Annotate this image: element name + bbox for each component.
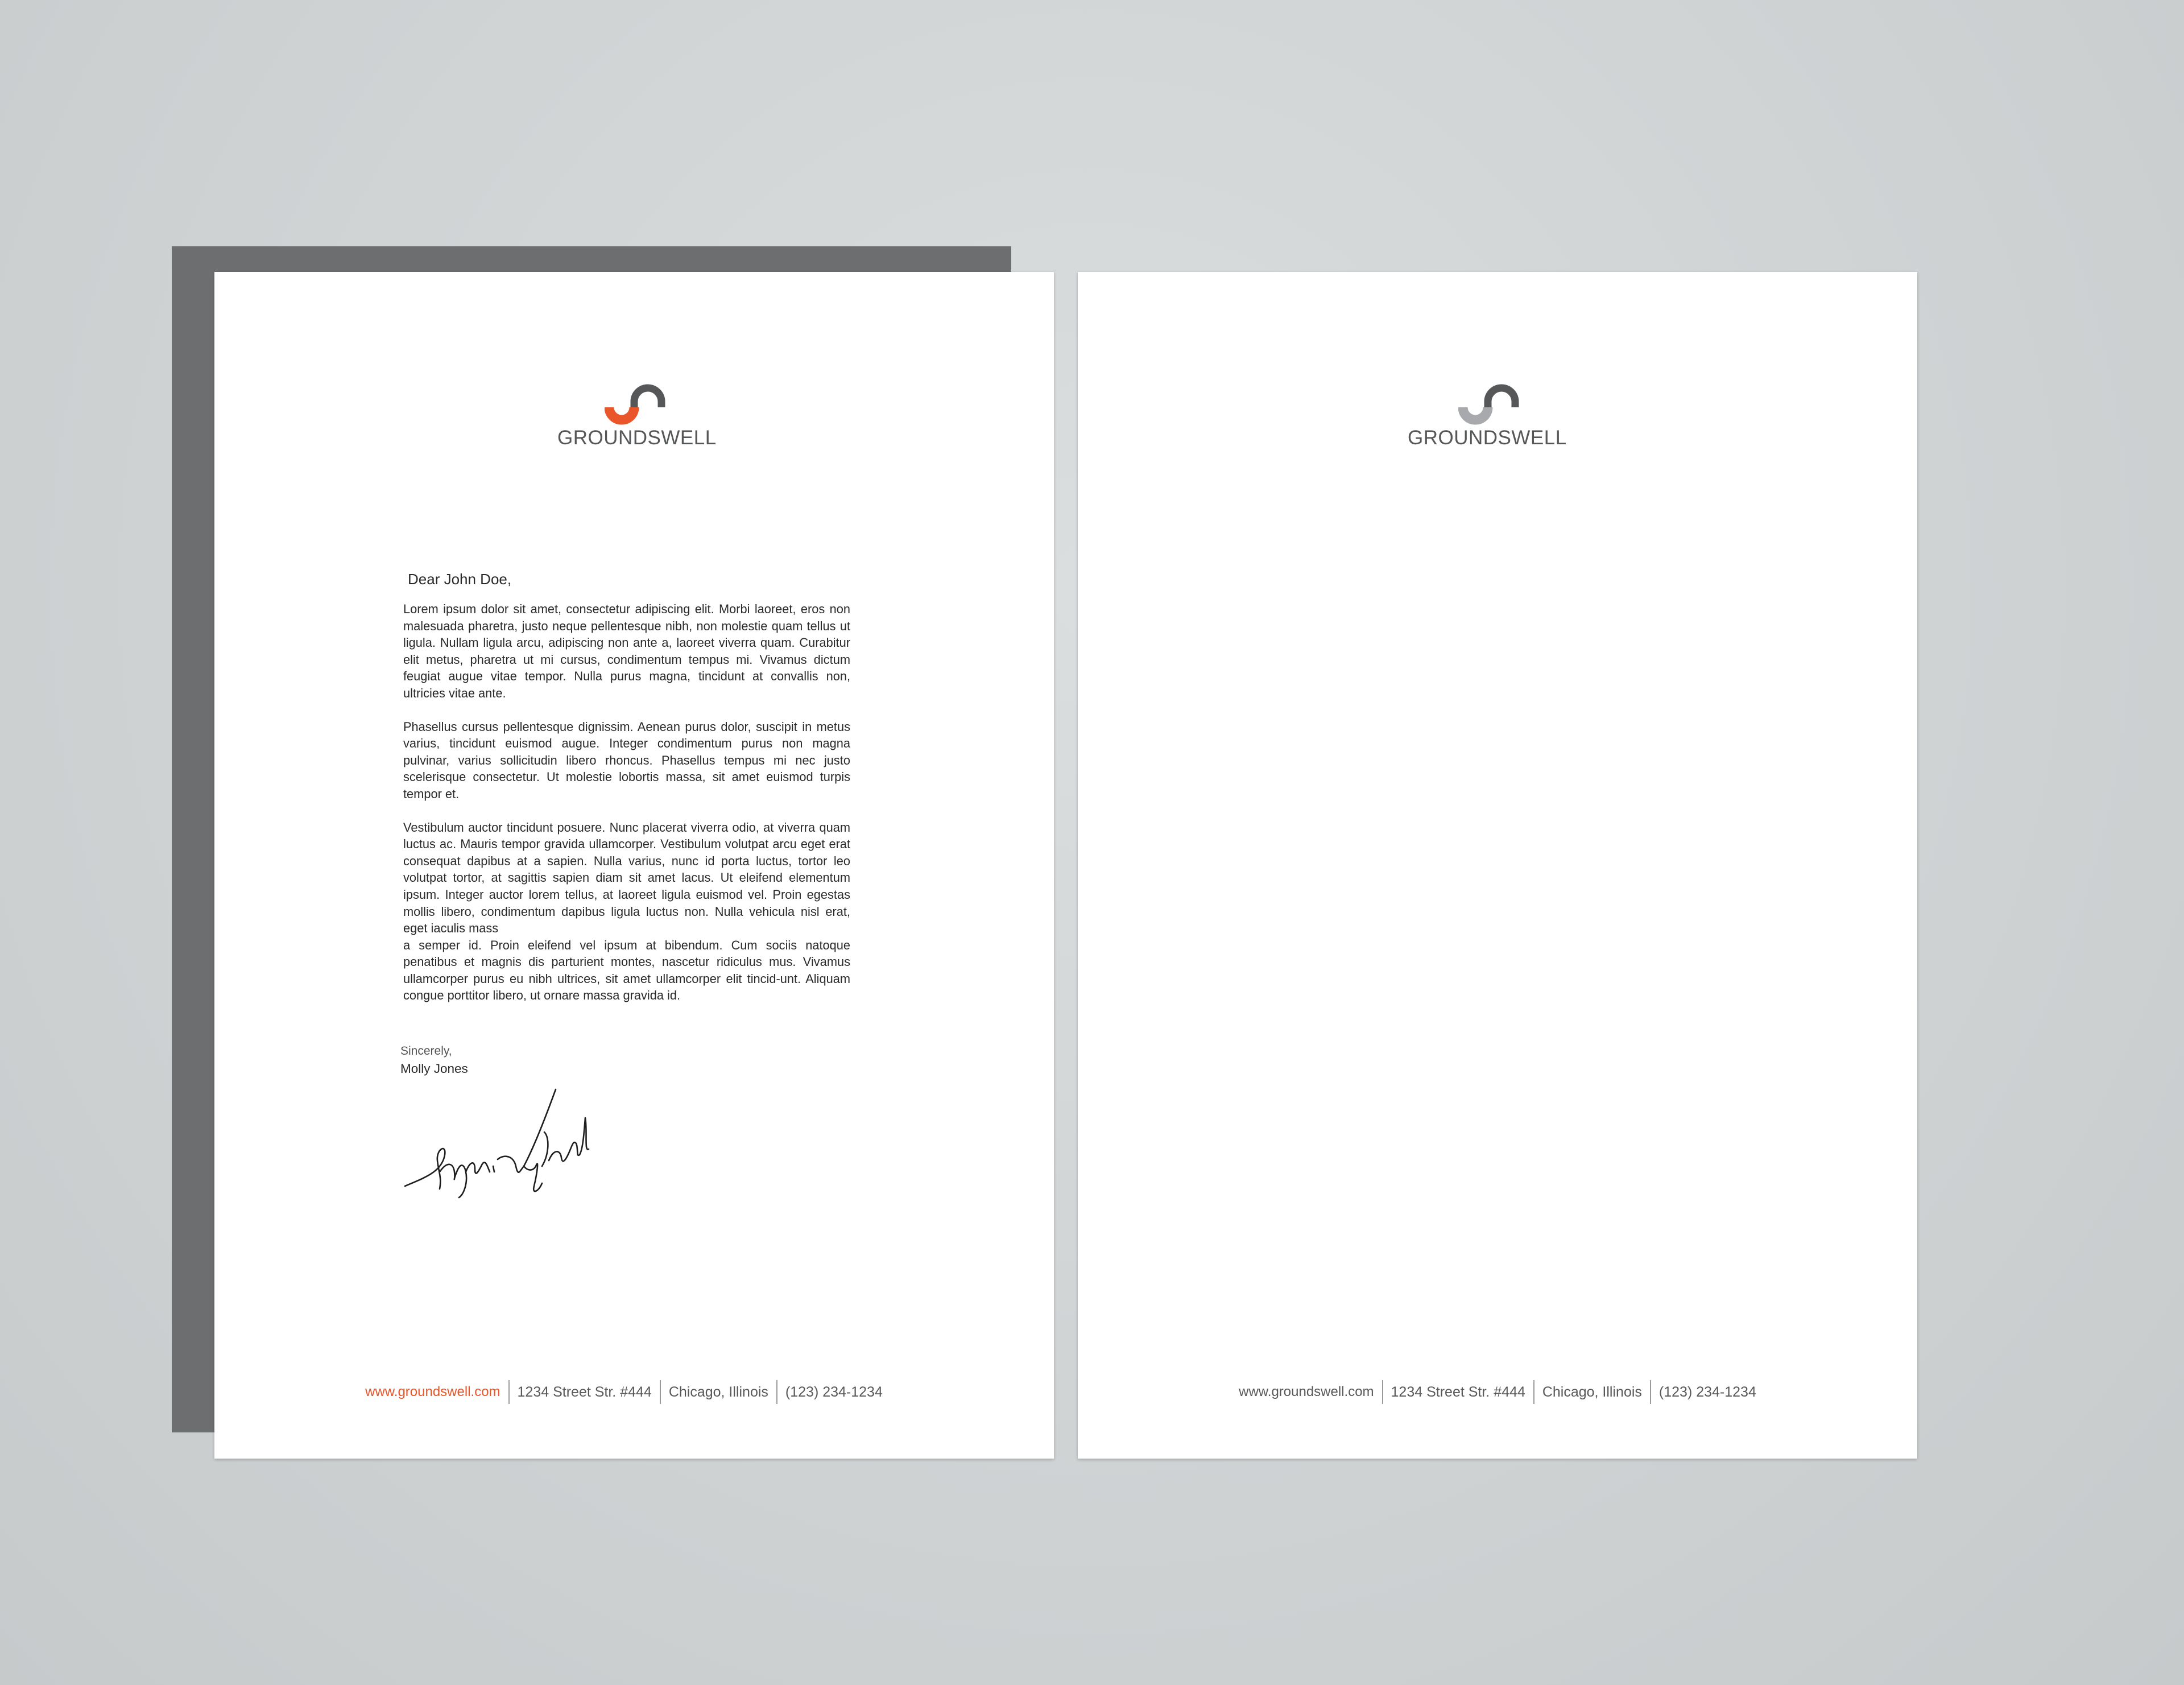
footer-website[interactable]: www.groundswell.com xyxy=(1239,1384,1374,1399)
signer-name: Molly Jones xyxy=(400,1062,468,1076)
brand-name: GROUNDSWELL xyxy=(1408,427,1567,449)
brand-logo xyxy=(1078,374,1917,471)
footer-website[interactable]: www.groundswell.com xyxy=(365,1384,500,1399)
wave-logo-icon xyxy=(605,374,673,431)
paragraph-2: Phasellus cursus pellentesque dignissim. Aenean purus dolor, suscipit in metus varius, tincidunt euismod augue. Integer condimentum purus non magna pulvinar, varius sollicitudin libero rhoncus. Phasellus tempus mi nec justo scelerisque consectetur. Ut molestie lobortis massa, sit amet euismod turpis tempor et. xyxy=(403,719,850,801)
brand-name: GROUNDSWELL xyxy=(557,427,717,449)
paragraph-1: Lorem ipsum dolor sit amet, consectetur adipiscing elit. Morbi laoreet, eros non malesuada pharetra, justo neque pellentesque nibh, non molestie quam tellus ut ligula. Nullam ligula arcu, adipiscing non ante a, laoreet viverra quam. Curabitur elit metus, pharetra ut mi cursus, condimentum tempus mi. Vivamus dictum feugiat augue vitae tempor. Nulla purus magna, tincidunt at convallis non, ultricies vitae ante. xyxy=(403,602,850,700)
salutation: Dear John Doe, xyxy=(408,571,512,588)
closing: Sincerely, xyxy=(400,1044,452,1058)
blank-letterhead xyxy=(1078,272,1917,1459)
wave-logo-icon xyxy=(1458,374,1527,431)
paragraph-3-part-2: a semper id. Proin eleifend vel ipsum at bibendum. Cum sociis natoque penatibus et magnis dis parturient montes, nascetur ridiculus mus. Vivamus ullamcorper purus eu nibh ultrices, sit amet ullamcorper elit tincid-unt. Aliquam congue porttitor libero, ut ornare massa gravida id. xyxy=(403,938,850,1003)
paragraph-3 xyxy=(403,819,850,1005)
footer-phone: (123) 234-1234 xyxy=(1658,1383,1756,1400)
footer-address: 1234 Street Str. #444 xyxy=(517,1383,652,1400)
footer-city: Chicago, Illinois xyxy=(1542,1383,1642,1400)
footer-phone: (123) 234-1234 xyxy=(785,1383,883,1400)
paragraph-3-part-1: Vestibulum auctor tincidunt posuere. Nunc placerat viverra odio, at viverra quam luctus ac. Mauris tempor gravida ullamcorper. Vestibulum volutpat arcu eget erat consequat dapibus at a sapien. Nulla varius, nunc id porta luctus, tortor leo volutpat tortor, at sagittis sapien diam sit amet lacus. Ut eleifend elementum ipsum. Integer auctor lorem tellus, at laoreet ligula euismod vel. Proin egestas mollis libero, condimentum dapibus ligula luctus non. Nulla vehicula nisl erat, eget iaculis mass xyxy=(403,820,850,936)
brand-logo xyxy=(214,374,1054,471)
letterhead-footer xyxy=(204,1380,1044,1404)
closing-block xyxy=(400,1044,468,1076)
letter-body xyxy=(403,571,850,1021)
letterhead-footer xyxy=(1078,1380,1917,1404)
footer-address: 1234 Street Str. #444 xyxy=(1391,1383,1525,1400)
letterhead-with-letter xyxy=(214,272,1054,1459)
footer-city: Chicago, Illinois xyxy=(668,1383,768,1400)
handwritten-signature xyxy=(402,1087,590,1206)
